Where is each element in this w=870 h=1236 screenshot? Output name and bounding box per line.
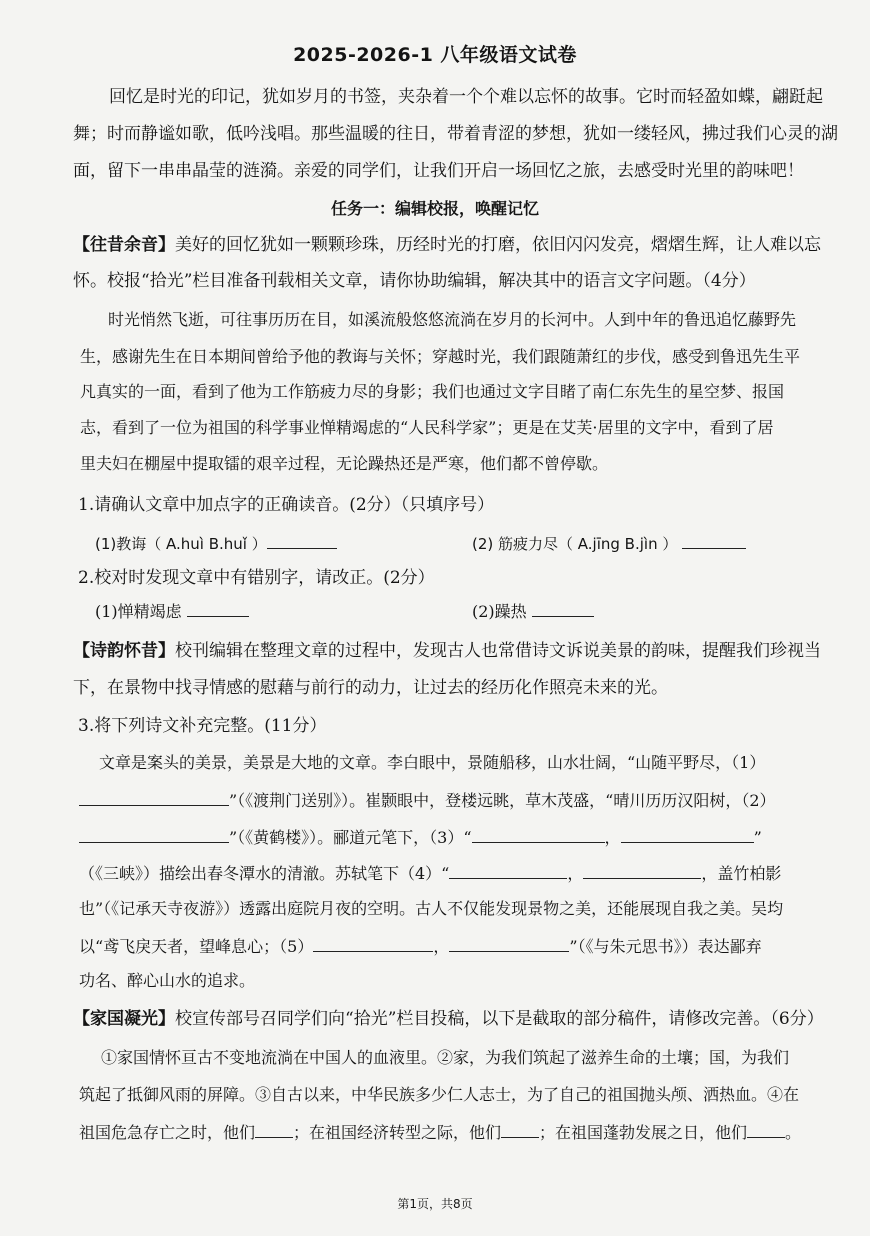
section-tag: 【诗韵怀昔】 [73, 641, 175, 661]
question-3-stem: 3.将下列诗文补充完整。(11分） [78, 716, 327, 736]
section-intro-line-2: 怀。校报“拾光”栏目准备刊载相关文章，请你协助编辑，解决其中的语言文字问题。（4分） [73, 271, 756, 291]
question-3-text: ， [567, 864, 584, 883]
answer-blank[interactable] [449, 861, 567, 879]
question-3-text: （《三峡》）描绘出春冬潭水的清澈。苏轼笔下（4）“ [79, 864, 450, 883]
exam-title: 2025-2026-1 八年级语文试卷 [293, 44, 577, 66]
intro-line-2: 舞；时而静谧如歌，低吟浅唱。那些温暖的往日，带着青涩的梦想，犹如一缕轻风，拂过我们心灵的湖 [73, 124, 838, 144]
answer-blank[interactable] [682, 531, 746, 549]
answer-blank[interactable] [79, 825, 229, 843]
answer-blank[interactable] [79, 788, 229, 806]
section-往昔余音 [73, 234, 821, 256]
passage-3-line-1: ①家国情怀亘古不变地流淌在中国人的血液里。②家，为我们筑起了滋养生命的土壤；国，为我们 [101, 1048, 790, 1067]
answer-blank[interactable] [255, 1120, 293, 1138]
question-3-text: ，盖竹柏影 [701, 864, 782, 883]
intro-line-1: 回忆是时光的印记，犹如岁月的书签，夹杂着一个个难以忘怀的故事。它时而轻盈如蝶，翩跹起 [109, 87, 823, 107]
passage-3-line-3 [79, 1120, 801, 1144]
question-2-item-1 [95, 599, 249, 623]
answer-blank[interactable] [532, 599, 594, 617]
question-3-text: 以“鸢飞戾天者，望峰息心；（5） [79, 937, 314, 956]
question-3-text: ， [433, 937, 450, 956]
answer-blank[interactable] [747, 1120, 785, 1138]
answer-blank[interactable] [472, 825, 605, 843]
section-家国凝光 [73, 1008, 824, 1030]
passage-3-text: ；在祖国经济转型之际，他们 [293, 1123, 502, 1142]
section-tag: 【家国凝光】 [73, 1009, 175, 1029]
page-footer: 第1页，共8页 [397, 1197, 473, 1211]
passage-3-text: ；在祖国蓬勃发展之日，他们 [539, 1123, 748, 1142]
question-1-item-1 [95, 531, 337, 555]
passage-line-2: 生，感谢先生在日本期间曾给予他的教诲与关怀；穿越时光，我们跟随萧红的步伐，感受到鲁迅先生平 [80, 347, 801, 366]
question-3-text: ， [604, 828, 621, 847]
question-2-item-2 [472, 599, 594, 623]
question-1-stem: 1.请确认文章中加点字的正确读音。(2分）（只填序号） [78, 495, 495, 515]
section-intro-line-1: 校刊编辑在整理文章的过程中，发现古人也常借诗文诉说美景的韵味，提醒我们珍视当 [175, 641, 821, 661]
section-intro-line-2: 下，在景物中找寻情感的慰藉与前行的动力，让过去的经历化作照亮未来的光。 [73, 678, 668, 698]
answer-blank[interactable] [267, 531, 337, 549]
passage-line-5: 里夫妇在棚屋中提取镭的艰辛过程，无论躁热还是严寒，他们都不曾停歇。 [80, 454, 609, 473]
passage-line-4: 志，看到了一位为祖国的科学事业惮精竭虑的“人民科学家”；更是在艾芙·居里的文字中，看到了居 [80, 418, 774, 437]
answer-blank[interactable] [583, 861, 701, 879]
passage-3-text: 。 [785, 1123, 802, 1142]
question-3-line-7: 功名、醉心山水的追求。 [79, 971, 256, 990]
question-3-line-3 [79, 825, 762, 849]
intro-line-3: 面，留下一串串晶莹的涟漪。亲爱的同学们，让我们开启一场回忆之旅，去感受时光里的韵味吧！ [73, 161, 804, 181]
question-2-stem: 2.校对时发现文章中有错别字，请改正。(2分） [78, 568, 435, 588]
section-诗韵怀昔 [73, 640, 821, 662]
answer-blank[interactable] [313, 934, 433, 952]
section-tag: 【往昔余音】 [73, 235, 175, 255]
question-3-text: ”（《黄鹤楼》）。郦道元笔下，（3）“ [229, 828, 472, 847]
question-3-line-5: 也”（《记承天寺夜游》）透露出庭院月夜的空明。古人不仅能发现景物之美，还能展现自我之美。吴均 [79, 899, 784, 918]
question-1-item-2-text: (2) 筋疲力尽（ A.jīng B.jìn ） [472, 535, 678, 553]
passage-line-3: 凡真实的一面，看到了他为工作筋疲力尽的身影；我们也通过文字目睹了南仁东先生的星空梦、报国 [80, 382, 785, 401]
question-3-text: ” [753, 828, 762, 847]
answer-blank[interactable] [621, 825, 754, 843]
answer-blank[interactable] [449, 934, 569, 952]
question-1-item-1-text: (1)教诲（ A.huì B.huǐ ） [95, 535, 267, 553]
question-2-item-1-text: (1)惮精竭虑 [95, 602, 182, 621]
question-3-line-1: 文章是案头的美景，美景是大地的文章。李白眼中，景随船移，山水壮阔，“山随平野尽，（1） [99, 753, 766, 772]
passage-3-line-2: 筑起了抵御风雨的屏障。③自古以来，中华民族多少仁人志士，为了自己的祖国抛头颅、洒热血。④在 [79, 1085, 800, 1104]
answer-blank[interactable] [187, 599, 249, 617]
passage-line-1: 时光悄然飞逝，可往事历历在目，如溪流般悠悠流淌在岁月的长河中。人到中年的鲁迅追忆藤野先 [108, 310, 797, 329]
task-1-heading: 任务一：编辑校报，唤醒记忆 [330, 199, 539, 218]
question-3-line-2 [79, 788, 776, 812]
question-3-text: ”（《与朱元思书》）表达鄙弃 [569, 937, 762, 956]
passage-3-text: 祖国危急存亡之时，他们 [79, 1123, 256, 1142]
question-2-item-2-text: (2)躁热 [472, 602, 527, 621]
section-intro-line-1: 校宣传部号召同学们向“拾光”栏目投稿，以下是截取的部分稿件，请修改完善。（6分） [175, 1009, 824, 1029]
question-3-text: ”（《渡荆门送别》）。崔颢眼中，登楼远眺，草木茂盛，“晴川历历汉阳树，（2） [229, 791, 776, 810]
question-1-item-2 [472, 531, 746, 555]
question-3-line-6 [79, 934, 762, 958]
section-intro-line-1: 美好的回忆犹如一颗颗珍珠，历经时光的打磨，依旧闪闪发亮，熠熠生辉，让人难以忘 [175, 235, 821, 255]
question-3-line-4 [79, 861, 781, 885]
answer-blank[interactable] [501, 1120, 539, 1138]
